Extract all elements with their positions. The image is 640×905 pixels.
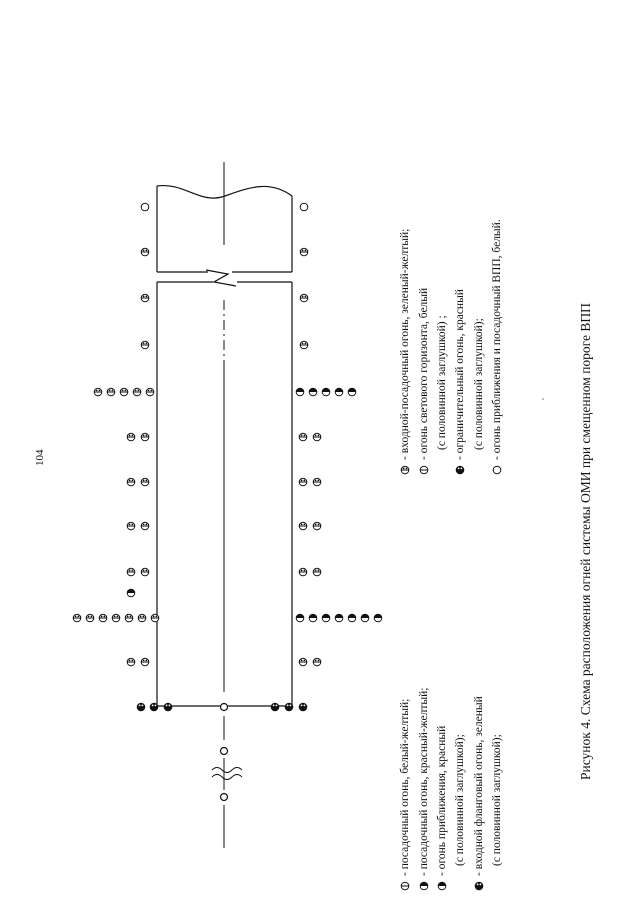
bar7-right-2 — [322, 614, 330, 622]
edge-light-3 — [300, 248, 308, 256]
bar7-left-0 — [73, 614, 81, 622]
legend-right-symbol-1 — [420, 466, 428, 474]
legend-left-4: (с половинной заглушкой); — [454, 734, 466, 866]
bar5-left-4 — [146, 388, 154, 396]
threshold-left-1 — [150, 703, 158, 711]
edge-light-0 — [141, 203, 149, 211]
td-right-1-0 — [299, 478, 307, 486]
bar7-left-5 — [138, 614, 146, 622]
edge-light-2 — [141, 248, 149, 256]
legend-left-6: (с половинной заглушкой); — [491, 734, 503, 866]
edge-light-6 — [141, 341, 149, 349]
bar7-right-4 — [348, 614, 356, 622]
td-right-4-1 — [313, 658, 321, 666]
bar7-right-1 — [309, 614, 317, 622]
legend-left-3: - огонь приближения, красный — [436, 725, 448, 876]
bar5-left-1 — [107, 388, 115, 396]
legend-right-2: - огонь светового горизонта, белый — [418, 287, 430, 460]
bar7-right-0 — [296, 614, 304, 622]
td-left-1-1 — [141, 478, 149, 486]
bar7-left-6 — [151, 614, 159, 622]
legend-left-symbol-3 — [475, 882, 483, 890]
scan-speck — [542, 398, 544, 400]
td-right-0-1 — [313, 433, 321, 441]
td-right-3-0 — [299, 568, 307, 576]
edge-light-4 — [141, 294, 149, 302]
legend-right-symbol-3 — [493, 466, 501, 474]
td-left-0-0 — [127, 433, 135, 441]
legend-right-4: - ограничительный огонь, красный — [454, 289, 466, 460]
bar5-left-0 — [94, 388, 102, 396]
light-centerline-approach-2 — [221, 794, 228, 801]
td-left-0-1 — [141, 433, 149, 441]
bar5-right-3 — [335, 388, 343, 396]
legend-right-symbol-2 — [456, 466, 464, 474]
figure-caption: Рисунок 4. Схема расположения огней системы ОМИ при смещенном пороге ВПП — [578, 303, 593, 780]
legend-right-5: (с половинной заглушкой); — [473, 318, 485, 450]
bar7-left-1 — [86, 614, 94, 622]
legend-symbols — [401, 466, 501, 890]
bar5-right-1 — [309, 388, 317, 396]
td-left-1-0 — [127, 478, 135, 486]
threshold-right-2 — [299, 703, 307, 711]
td-right-2-1 — [313, 522, 321, 530]
bar5-left-2 — [120, 388, 128, 396]
legend-left-symbol-1 — [420, 882, 428, 890]
threshold-right-1 — [285, 703, 293, 711]
threshold-right-0 — [271, 703, 279, 711]
legend-left-1: - посадочный огонь, белый-желтый; — [399, 698, 411, 876]
bar7-left-3 — [112, 614, 120, 622]
td-left-3-0 — [127, 568, 135, 576]
legend-right-3: (с половинной заглушкой) ; — [436, 315, 448, 450]
legend-left-5: - входной фланговый огонь, зеленый — [473, 696, 485, 876]
bar7-right-6 — [374, 614, 382, 622]
bar5-left-3 — [133, 388, 141, 396]
legend-left-symbol-2 — [438, 882, 446, 890]
approach-break-symbol — [212, 768, 242, 780]
legend-right-symbol-0 — [401, 466, 409, 474]
runway-lights — [73, 203, 382, 711]
threshold-left-2 — [164, 703, 172, 711]
bar7-left-4 — [125, 614, 133, 622]
td-right-3-1 — [313, 568, 321, 576]
bar5-right-0 — [296, 388, 304, 396]
bar7-right-5 — [361, 614, 369, 622]
threshold-left-0 — [137, 703, 145, 711]
bar7-left-2 — [99, 614, 107, 622]
td-left-2-1 — [141, 522, 149, 530]
legend-left-symbol-0 — [401, 882, 409, 890]
legend-left-2: - посадочный огонь, красный-желтый; — [418, 687, 430, 876]
page-number: 104 — [34, 449, 46, 466]
legend-right-6: - огонь приближения и посадочный ВПП, белый. — [491, 219, 503, 460]
td-right-0-0 — [299, 433, 307, 441]
legend-right-1: - входной-посадочный огонь, зеленый-желтый; — [399, 228, 411, 460]
runway-break-zigzag — [206, 270, 236, 286]
td-left-2-0 — [127, 522, 135, 530]
td-right-1-1 — [313, 478, 321, 486]
edge-light-5 — [300, 294, 308, 302]
edge-light-7 — [300, 341, 308, 349]
td-left-4-1 — [141, 658, 149, 666]
light-centerline-threshold — [221, 704, 228, 711]
td-left-4-0 — [127, 658, 135, 666]
marker-left — [127, 589, 135, 597]
edge-light-1 — [300, 203, 308, 211]
bar5-right-4 — [348, 388, 356, 396]
bar5-right-2 — [322, 388, 330, 396]
td-left-3-1 — [141, 568, 149, 576]
td-right-4-0 — [299, 658, 307, 666]
bar7-right-3 — [335, 614, 343, 622]
td-right-2-0 — [299, 522, 307, 530]
light-centerline-approach-1 — [221, 748, 228, 755]
